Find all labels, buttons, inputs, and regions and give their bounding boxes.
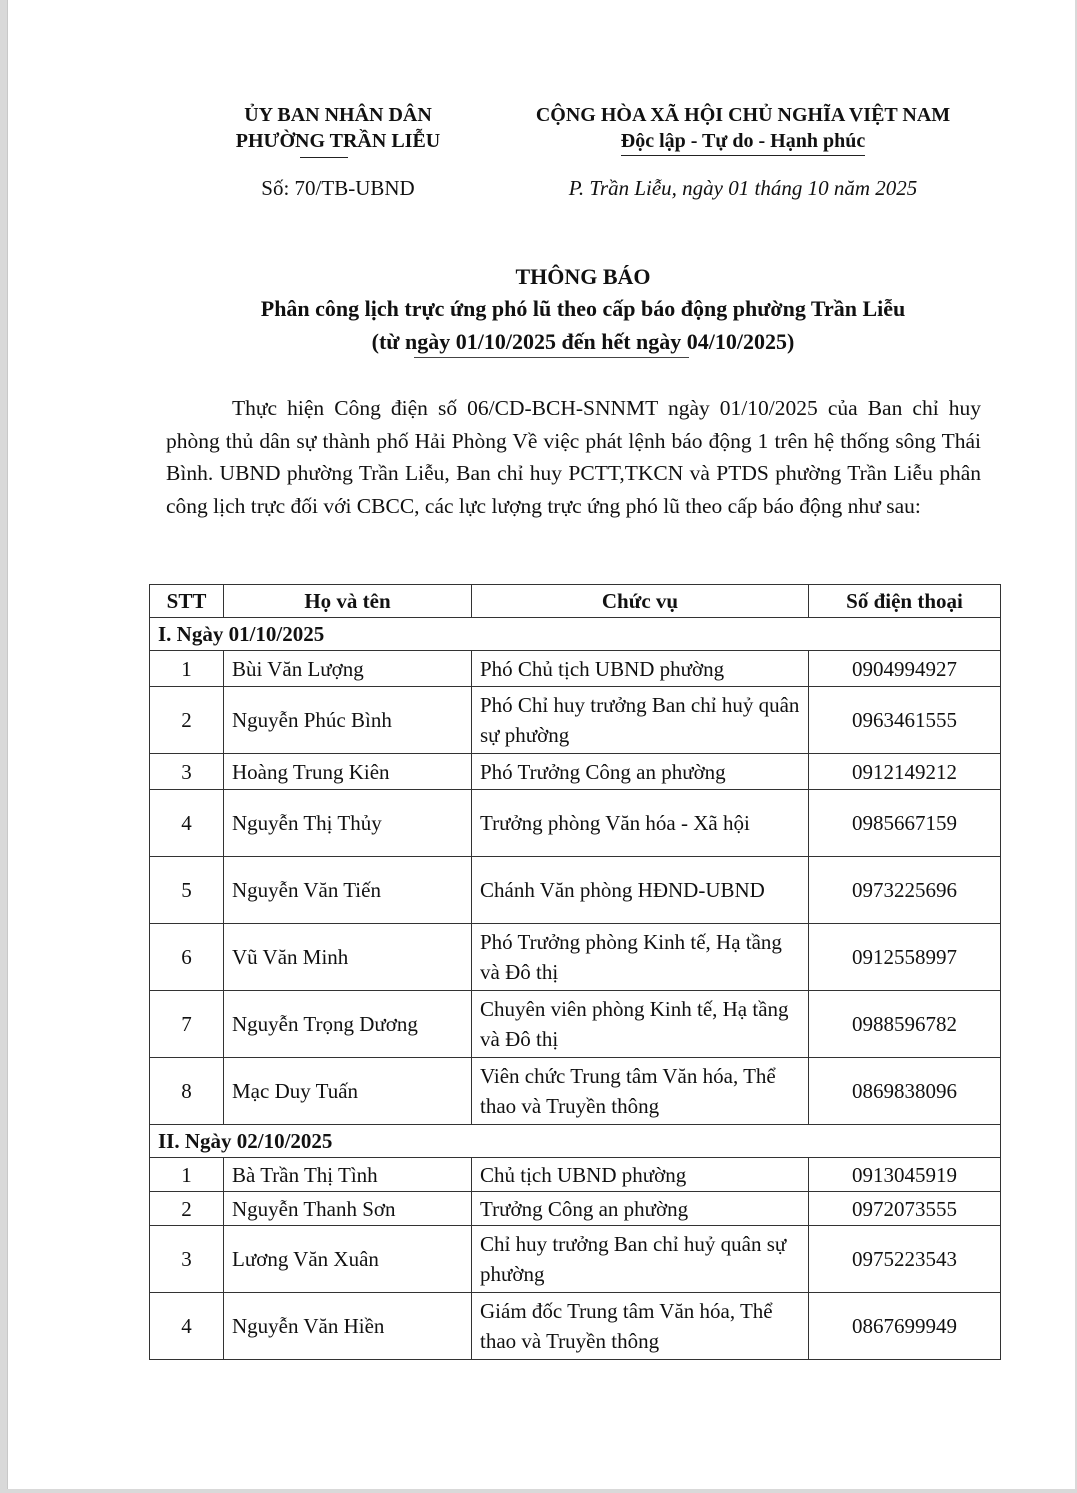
cell-position: Phó Trưởng phòng Kinh tế, Hạ tầng và Đô thị	[472, 924, 809, 991]
table-row	[150, 687, 1001, 754]
table-row	[150, 991, 1001, 1058]
table-row	[150, 924, 1001, 991]
cell-stt: 1	[150, 1158, 224, 1192]
document-title: THÔNG BÁO	[515, 264, 651, 289]
table-row	[150, 1058, 1001, 1125]
cell-name: Nguyễn Thanh Sơn	[224, 1192, 472, 1226]
cell-stt: 7	[150, 991, 224, 1058]
cell-stt: 8	[150, 1058, 224, 1125]
cell-name: Nguyễn Văn Tiến	[224, 857, 472, 924]
table-row	[150, 754, 1001, 790]
issuer-line-1: ỦY BAN NHÂN DÂN	[244, 104, 432, 126]
duty-roster-table	[149, 584, 1001, 1360]
cell-position: Chánh Văn phòng HĐND-UBND	[472, 857, 809, 924]
date-range-text: (từ ngày 01/10/2025 đến hết ngày 04/10/2025)	[371, 329, 795, 354]
cell-name: Bà Trần Thị Tình	[224, 1158, 472, 1192]
cell-position: Chỉ huy trưởng Ban chỉ huỷ quân sự phường	[472, 1226, 809, 1293]
cell-name: Hoàng Trung Kiên	[224, 754, 472, 790]
cell-stt: 3	[150, 754, 224, 790]
cell-stt: 1	[150, 651, 224, 687]
cell-position: Chủ tịch UBND phường	[472, 1158, 809, 1192]
date-range	[158, 329, 1008, 355]
cell-name: Nguyễn Phúc Bình	[224, 687, 472, 754]
cell-phone: 0867699949	[809, 1293, 1001, 1360]
section-row	[150, 618, 1001, 651]
cell-position: Phó Chỉ huy trưởng Ban chỉ huỷ quân sự phường	[472, 687, 809, 754]
cell-position: Trưởng Công an phường	[472, 1192, 809, 1226]
cell-stt: 3	[150, 1226, 224, 1293]
cell-position: Trưởng phòng Văn hóa - Xã hội	[472, 790, 809, 857]
cell-phone: 0869838096	[809, 1058, 1001, 1125]
cell-name: Bùi Văn Lượng	[224, 651, 472, 687]
table-row	[150, 1226, 1001, 1293]
cell-position: Chuyên viên phòng Kinh tế, Hạ tầng và Đô thị	[472, 991, 809, 1058]
cell-name: Nguyễn Thị Thủy	[224, 790, 472, 857]
cell-position: Viên chức Trung tâm Văn hóa, Thể thao và Truyền thông	[472, 1058, 809, 1125]
cell-phone: 0973225696	[809, 857, 1001, 924]
column-header-name: Họ và tên	[224, 585, 472, 618]
table-header-row	[150, 585, 1001, 618]
cell-name: Nguyễn Trọng Dương	[224, 991, 472, 1058]
cell-phone: 0912149212	[809, 754, 1001, 790]
cell-stt: 4	[150, 790, 224, 857]
table-row	[150, 1158, 1001, 1192]
cell-position: Giám đốc Trung tâm Văn hóa, Thể thao và Truyền thông	[472, 1293, 809, 1360]
cell-stt: 5	[150, 857, 224, 924]
issuer-block	[188, 102, 488, 154]
national-motto: Độc lập - Tự do - Hạnh phúc	[621, 128, 865, 156]
cell-phone: 0972073555	[809, 1192, 1001, 1226]
cell-stt: 2	[150, 687, 224, 754]
cell-name: Lương Văn Xuân	[224, 1226, 472, 1293]
cell-phone: 0913045919	[809, 1158, 1001, 1192]
place-date: P. Trần Liễu, ngày 01 tháng 10 năm 2025	[568, 176, 918, 200]
cell-stt: 2	[150, 1192, 224, 1226]
section-label: I. Ngày 01/10/2025	[150, 618, 1001, 651]
table-row	[150, 651, 1001, 687]
cell-phone: 0963461555	[809, 687, 1001, 754]
cell-phone: 0975223543	[809, 1226, 1001, 1293]
document-subtitle: Phân công lịch trực ứng phó lũ theo cấp báo động phường Trần Liễu	[260, 296, 906, 321]
column-header-position: Chức vụ	[472, 585, 809, 618]
cell-stt: 4	[150, 1293, 224, 1360]
cell-phone: 0912558997	[809, 924, 1001, 991]
national-title: CỘNG HÒA XÃ HỘI CHỦ NGHĨA VIỆT NAM	[535, 104, 951, 126]
cell-name: Nguyễn Văn Hiền	[224, 1293, 472, 1360]
table-row	[150, 1192, 1001, 1226]
column-header-phone: Số điện thoại	[809, 585, 1001, 618]
cell-name: Vũ Văn Minh	[224, 924, 472, 991]
issuer-line-2: PHƯỜNG TRẦN LIỄU	[235, 130, 441, 152]
section-row	[150, 1125, 1001, 1158]
national-motto-block	[503, 102, 983, 156]
section-label: II. Ngày 02/10/2025	[150, 1125, 1001, 1158]
cell-position: Phó Chủ tịch UBND phường	[472, 651, 809, 687]
column-header-stt: STT	[150, 585, 224, 618]
cell-phone: 0985667159	[809, 790, 1001, 857]
cell-phone: 0988596782	[809, 991, 1001, 1058]
cell-name: Mạc Duy Tuấn	[224, 1058, 472, 1125]
cell-phone: 0904994927	[809, 651, 1001, 687]
cell-position: Phó Trưởng Công an phường	[472, 754, 809, 790]
table-row	[150, 790, 1001, 857]
body-paragraph: Thực hiện Công điện số 06/CD-BCH-SNNMT ngày 01/10/2025 của Ban chỉ huy phòng thủ dân sự thành phố Hải Phòng Về việc phát lệnh báo động 1 trên hệ thống sông Thái Bình. UBND phường Trần Liễu, Ban chỉ huy PCTT,TKCN và PTDS phường Trần Liễu phân công lịch trực đối với CBCC, các lực lượng trực ứng phó lũ theo cấp báo động như sau:	[166, 396, 981, 518]
document-number: Số: 70/TB-UBND	[261, 176, 415, 200]
table-row	[150, 1293, 1001, 1360]
cell-stt: 6	[150, 924, 224, 991]
table-row	[150, 857, 1001, 924]
